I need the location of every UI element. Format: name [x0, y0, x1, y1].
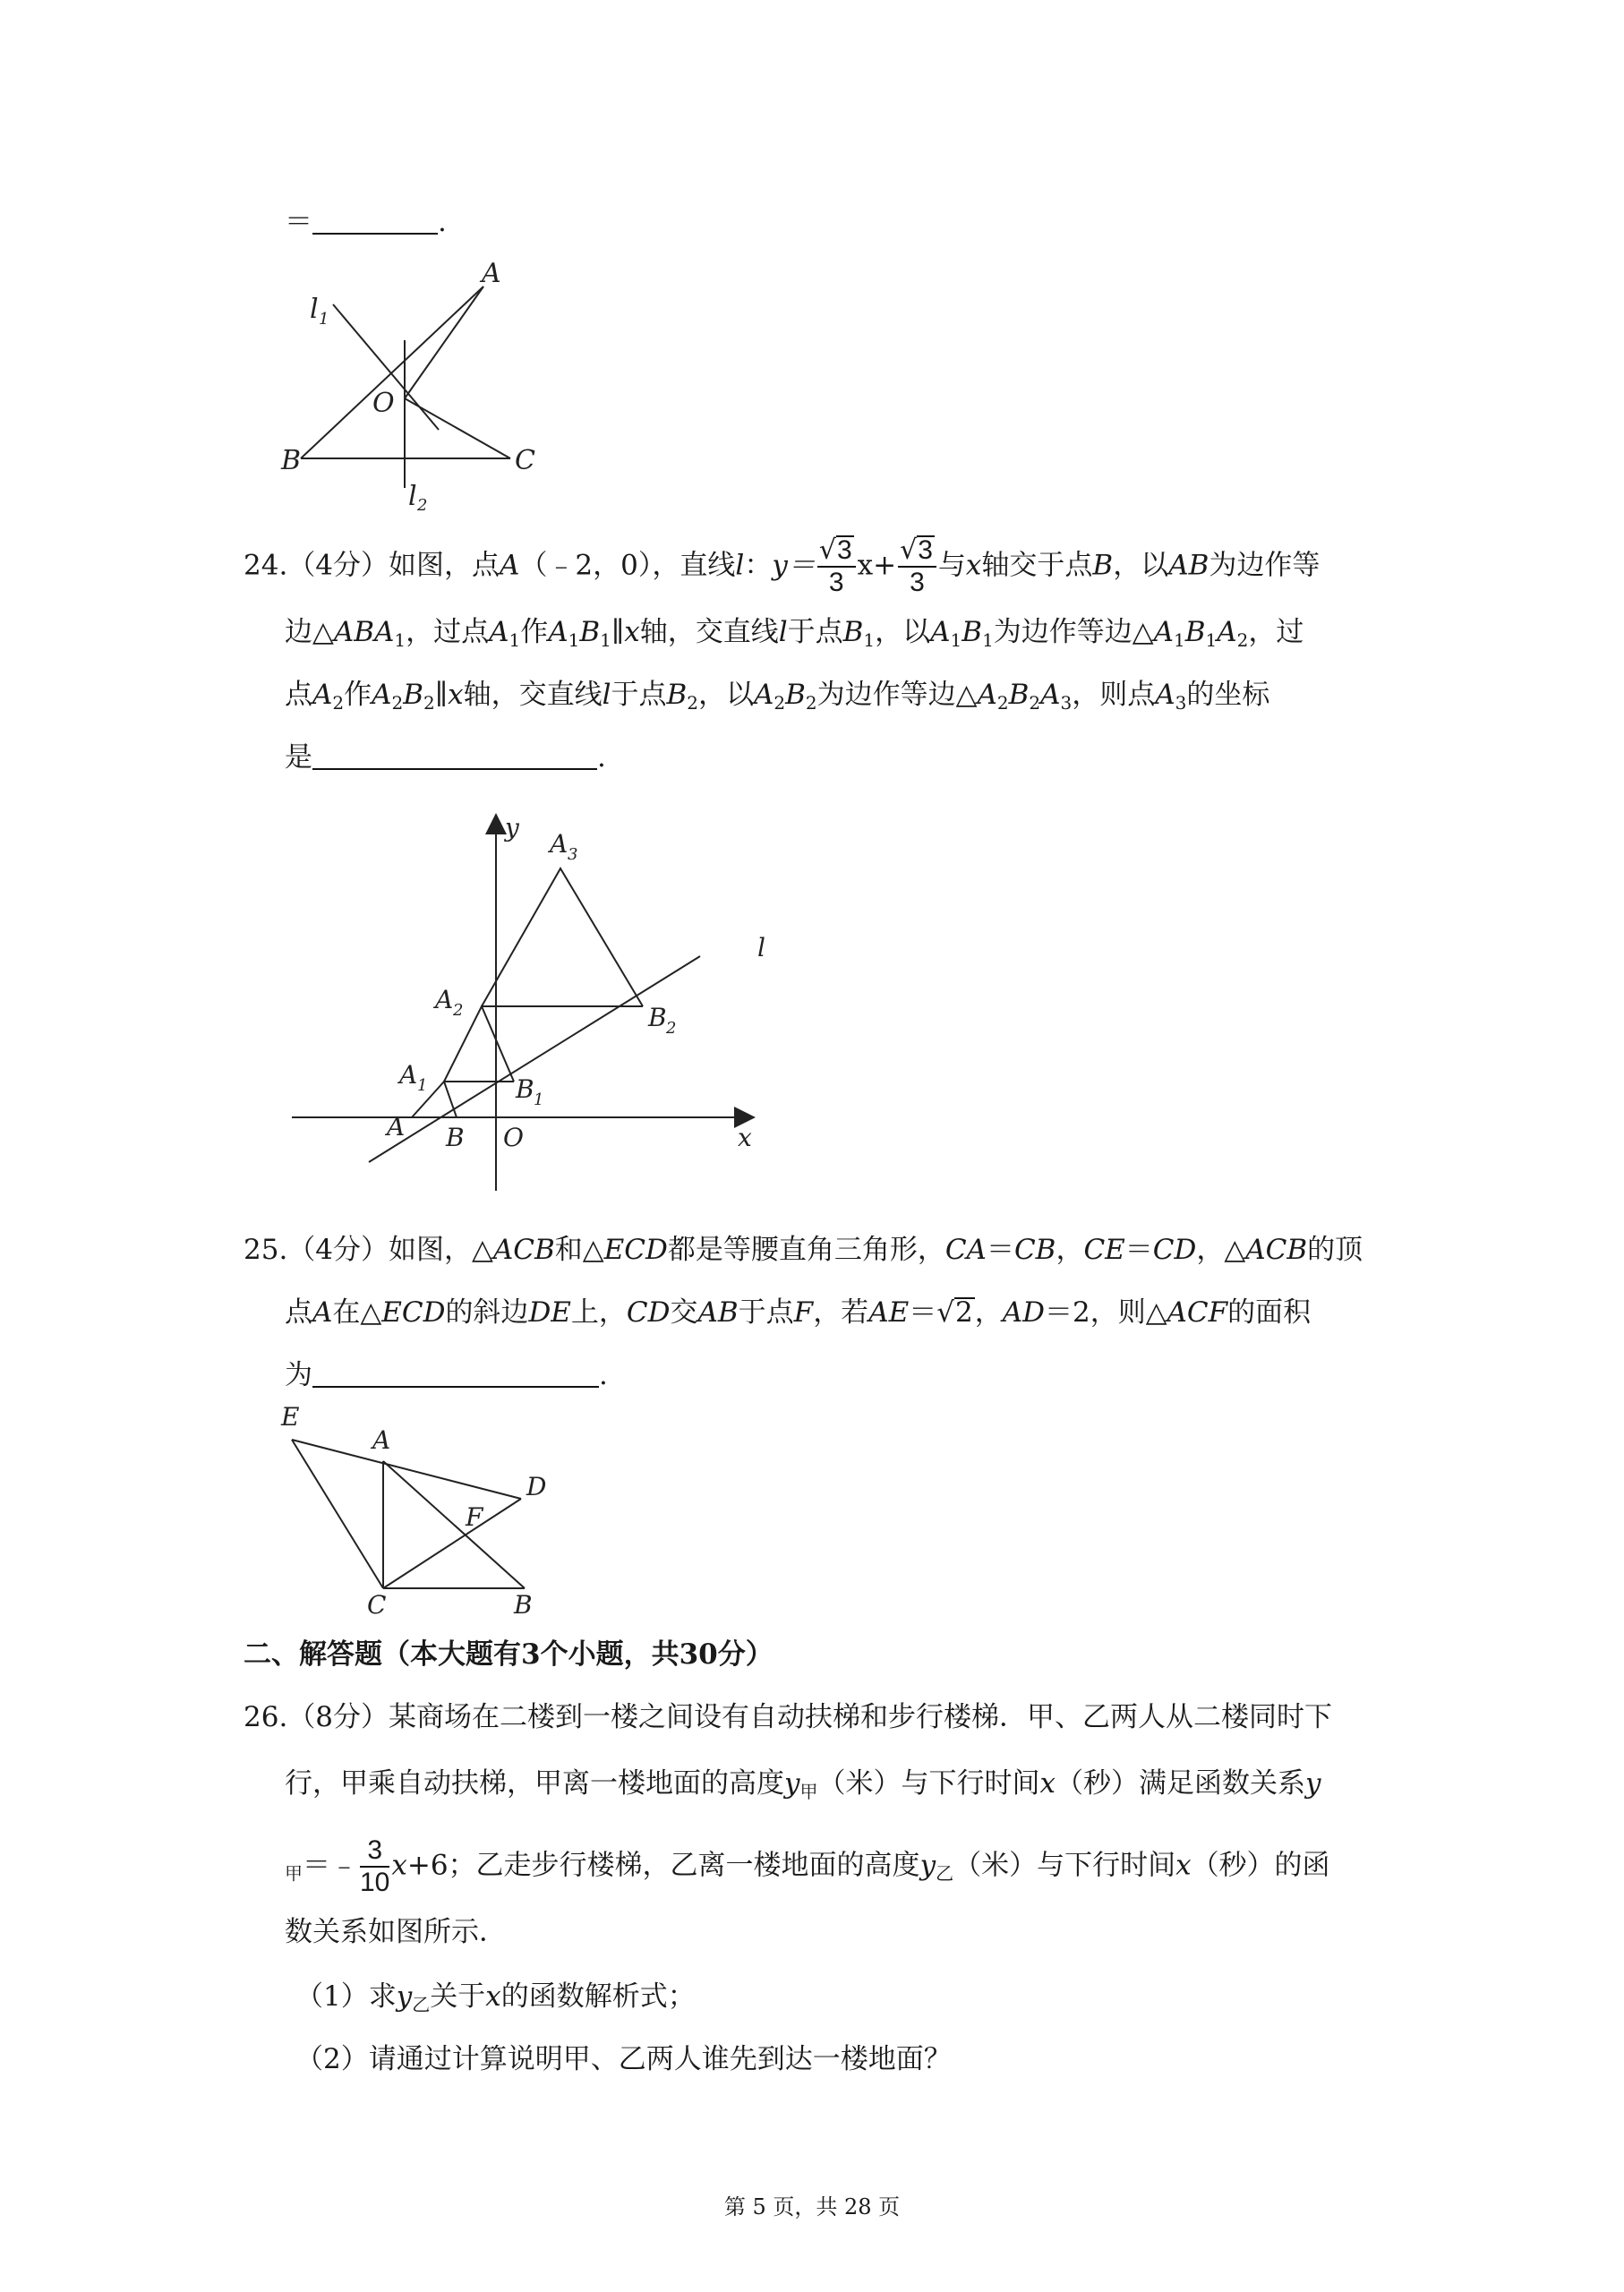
figure-q25: [269, 1406, 573, 1629]
answer-blank: [312, 741, 597, 770]
page-footer: 第 5 页，共 28 页: [723, 2194, 901, 2219]
segment-ED: [292, 1440, 521, 1499]
q26-line1: 26.（8分）某商场在二楼到一楼之间设有自动扶梯和步行楼梯．甲、乙两人从二楼同时下: [244, 1701, 1333, 1733]
label-F: F: [466, 1502, 483, 1532]
label-l2-sub: 2: [417, 496, 428, 515]
q24-line2: 边$\triangle ABA_1$，过点$A_1$作$A_1B_1\parallel x$轴，交直线l于点$B_1$，以$A_1B_1$为边作等边$\triangle A_1B_1A_2$，过: [285, 616, 1304, 651]
label-O: O: [372, 388, 395, 419]
q26-part1: （1）求$y_乙$关于x的函数解析式；: [295, 1980, 696, 2015]
fraction-sqrt3-over-3: $\frac{√3}{3}$: [817, 535, 856, 598]
label-C: C: [515, 445, 535, 476]
q25-line3: 为 .: [285, 1359, 608, 1391]
q23-answer-line: ＝ .: [285, 206, 447, 238]
label-l: l: [757, 933, 765, 962]
q26-line3: $_甲$＝﹣ $\frac{3}{10}$ x+6；乙走步行楼梯，乙离一楼地面的高度$y_乙$（米）与下行时间x（秒）的函: [285, 1835, 1330, 1897]
q26-line4: 数关系如图所示．: [285, 1916, 507, 1948]
q25-line2: 点A在△ECD的斜边DE上，CD交AB于点F，若AE＝√2，AD＝2，则△ACF的面积: [285, 1296, 1312, 1329]
label-D: D: [526, 1472, 547, 1501]
q24-line4: 是 .: [285, 741, 606, 774]
segment-ao: [405, 286, 483, 398]
answer-blank: [312, 1359, 599, 1388]
label-B: B: [514, 1590, 533, 1620]
sqrt-2: 2: [954, 1296, 973, 1329]
label-A1-sub: 1: [417, 1076, 428, 1095]
label-C: C: [367, 1590, 387, 1620]
line-l: [369, 956, 700, 1162]
label-A2: A: [435, 985, 454, 1014]
q24-line3: 点$A_2$作$A_2B_2\parallel x$轴，交直线l于点$B_2$，以$A_2B_2$为边作等边$\triangle A_2B_2A_3$，则点$A_3$的坐标: [285, 679, 1270, 714]
label-A: A: [372, 1425, 391, 1455]
q26-line2: 行，甲乘自动扶梯，甲离一楼地面的高度$y_甲$（米）与下行时间x（秒）满足函数关系y: [285, 1767, 1321, 1802]
triangle-A2B2A3: [482, 868, 643, 1006]
label-x: x: [738, 1123, 752, 1152]
answer-blank: [312, 206, 438, 235]
label-A: A: [482, 258, 501, 289]
label-A1: A: [399, 1060, 418, 1090]
label-B2-sub: 2: [666, 1019, 677, 1038]
label-l2: l: [408, 481, 417, 512]
label-O: O: [503, 1123, 524, 1152]
label-E: E: [281, 1406, 300, 1432]
label-l1: l: [310, 294, 319, 325]
q25-line1: 25.（4分）如图，△ACB和△ECD都是等腰直角三角形，CA＝CB，CE＝CD，△ACB的顶: [244, 1234, 1363, 1266]
section-heading: 二、解答题（本大题有3个小题，共30分）: [244, 1638, 774, 1671]
fraction-sqrt3-over-3-b: $\frac{√3}{3}$: [898, 535, 936, 598]
segment-EC: [292, 1440, 383, 1588]
label-B1-sub: 1: [534, 1090, 544, 1109]
label-A3: A: [550, 829, 568, 859]
q24-line1: 24.（4分）如图，点A（﹣2，0），直线l：y＝ $\frac{√3}{3}$ x+ $\frac{√3}{3}$ 与x轴交于点B，以AB为边作等: [244, 535, 1321, 597]
fraction-3-over-10: $\frac{3}{10}$: [360, 1835, 390, 1897]
label-y: y: [505, 813, 519, 842]
label-B: B: [446, 1123, 465, 1152]
figure-q23: [269, 251, 555, 519]
segment-CD: [383, 1499, 521, 1588]
label-B2: B: [648, 1003, 667, 1032]
label-B1: B: [516, 1074, 534, 1104]
label-A3-sub: 3: [568, 845, 578, 864]
label-l1-sub: 1: [319, 310, 329, 329]
segment-AB: [383, 1461, 525, 1588]
label-A: A: [387, 1112, 406, 1142]
label-B: B: [281, 445, 302, 476]
label-A2-sub: 2: [453, 1001, 464, 1020]
q26-part2: （2）请通过计算说明甲、乙两人谁先到达一楼地面？: [295, 2043, 952, 2075]
figure-q24: [286, 806, 788, 1200]
